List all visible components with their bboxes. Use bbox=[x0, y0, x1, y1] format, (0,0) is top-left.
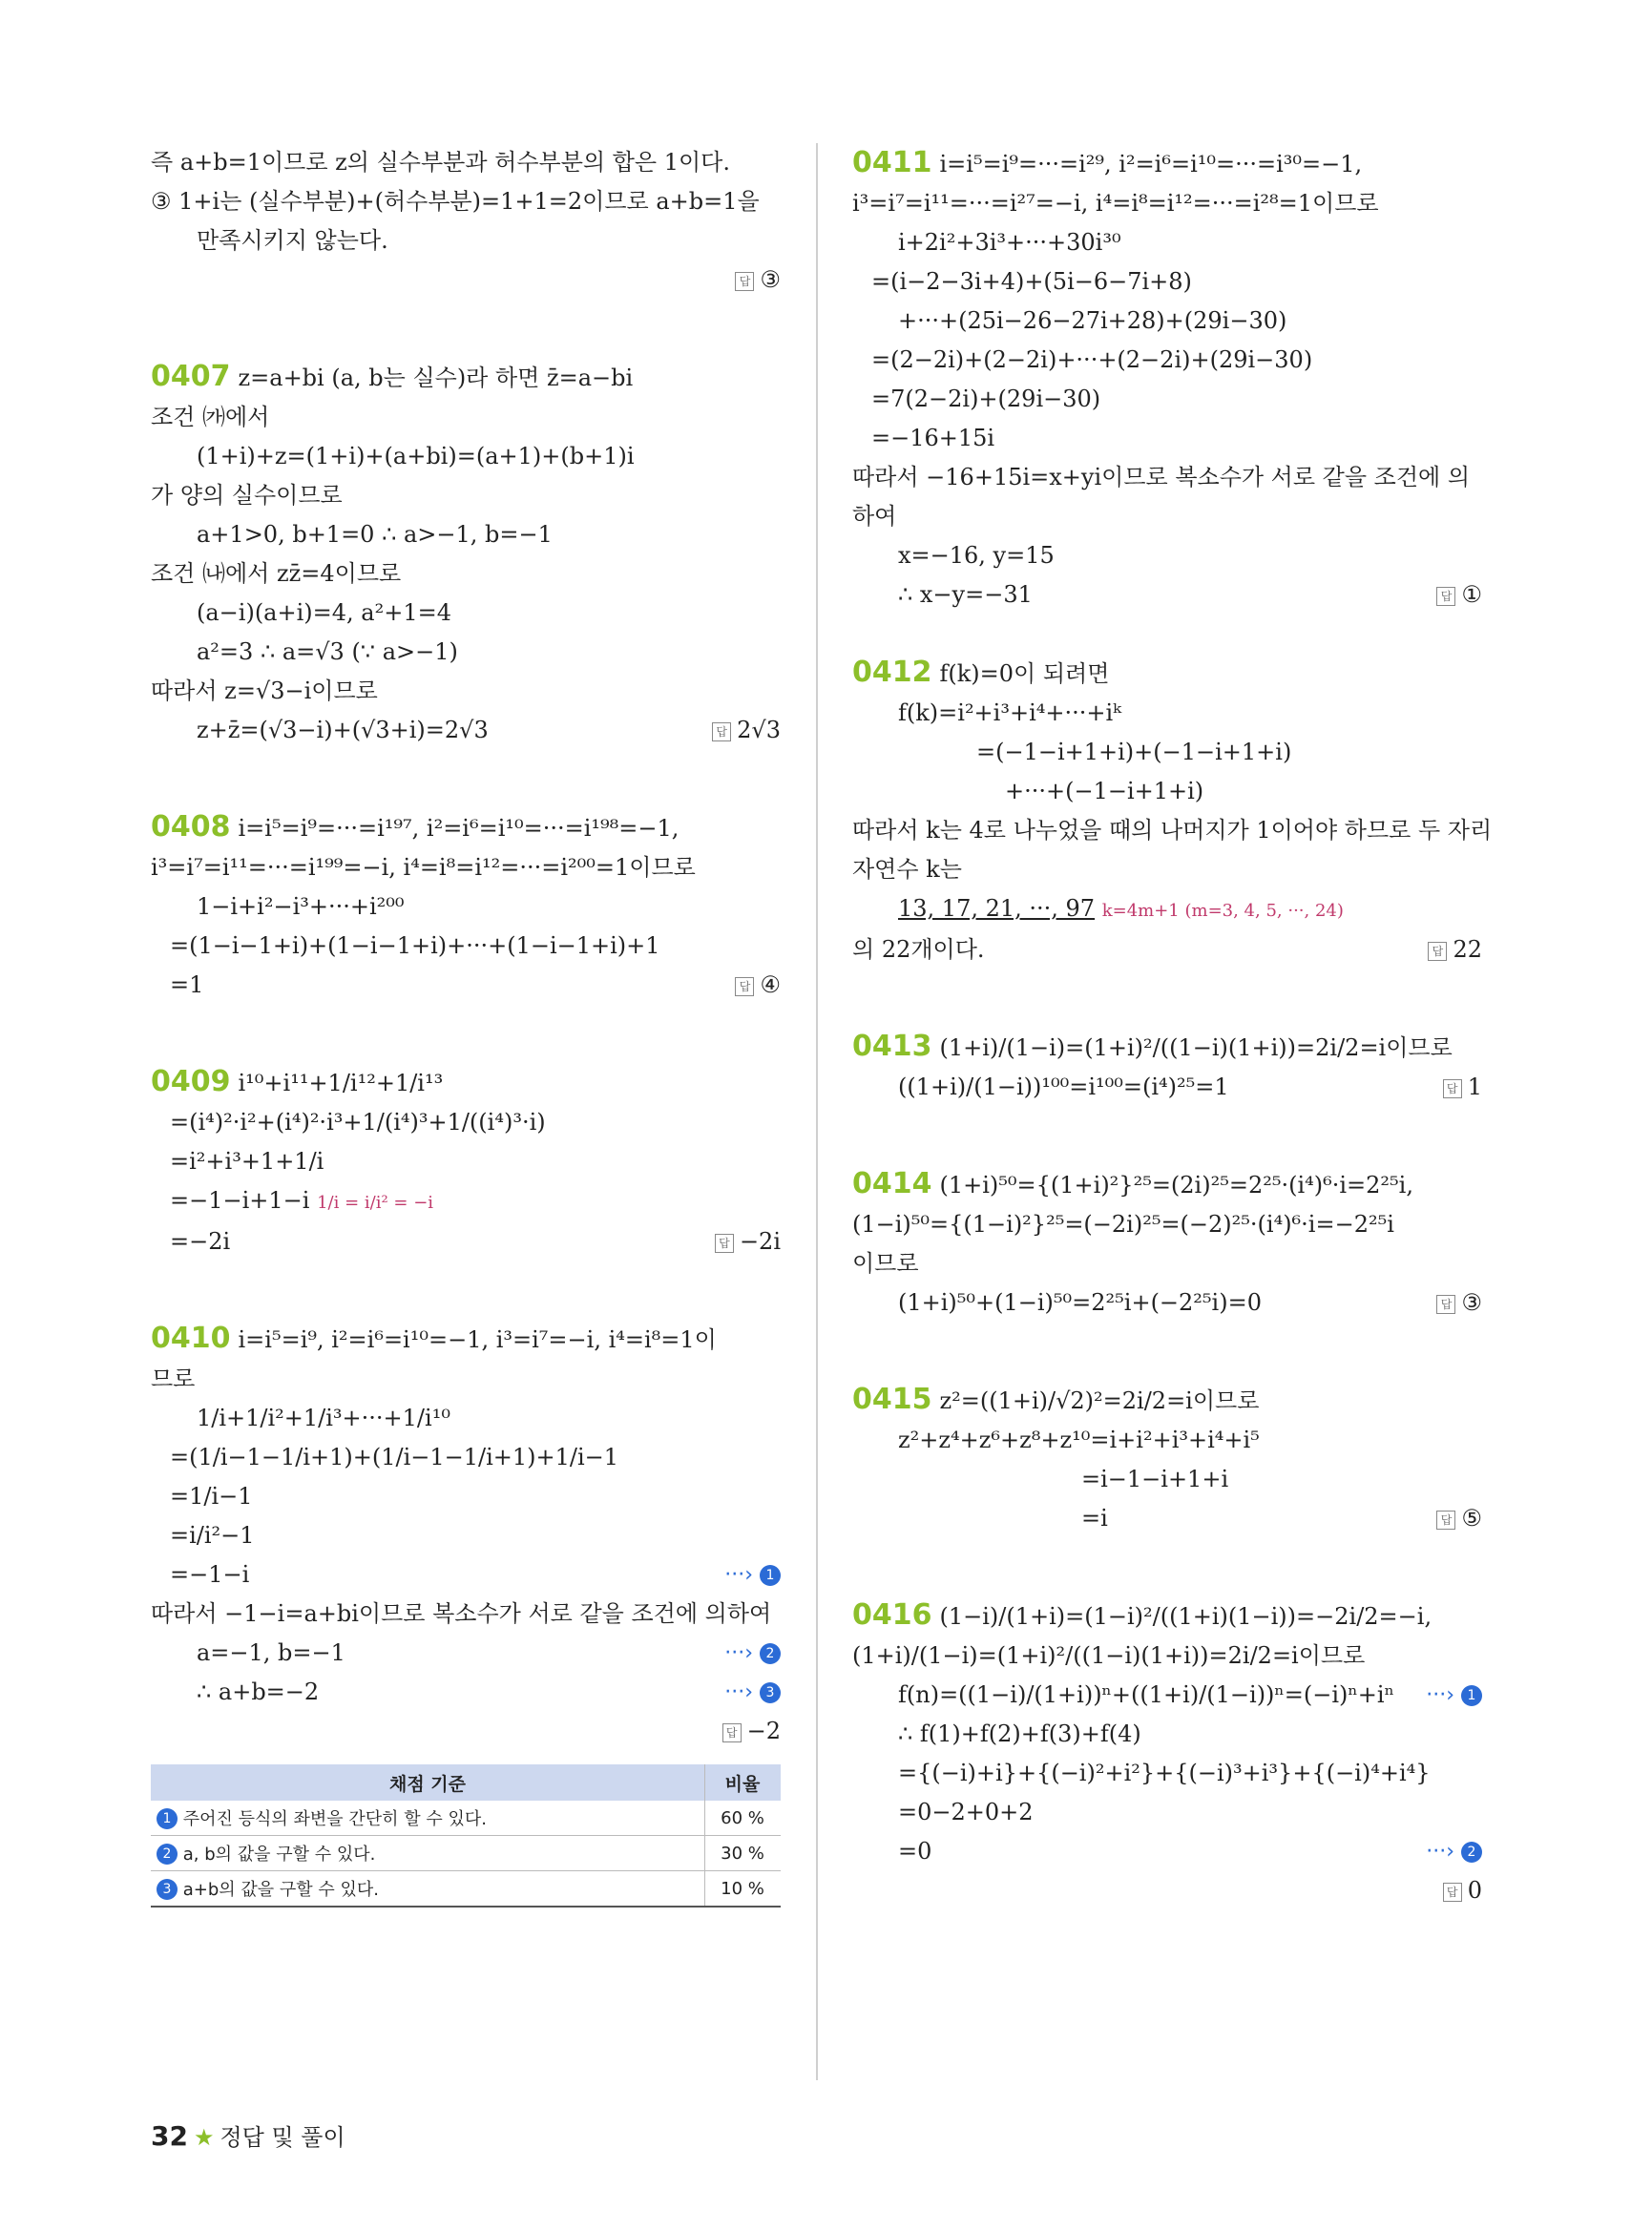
step-number: 3 bbox=[157, 1879, 178, 1900]
answer bbox=[1428, 930, 1482, 970]
text-line: i³=i⁷=i¹¹=···=i¹⁹⁹=−i, i⁴=i⁸=i¹²=···=i²⁰⁰=1이므로 bbox=[151, 854, 696, 881]
answer-value: 2√3 bbox=[737, 717, 781, 743]
step-number: 3 bbox=[760, 1682, 781, 1703]
problem-header bbox=[852, 1595, 1482, 1637]
text-line: ∴ x−y=−31 bbox=[898, 581, 1033, 608]
text-line: i³=i⁷=i¹¹=···=i²⁷=−i, i⁴=i⁸=i¹²=···=i²⁸=1이므로 bbox=[852, 190, 1379, 217]
problem-0409 bbox=[151, 1062, 781, 1261]
problem-number: 0410 bbox=[151, 1322, 231, 1355]
continued-solution bbox=[151, 143, 781, 300]
text-line: =0 bbox=[898, 1838, 932, 1865]
text-line: 따라서 −16+15i=x+yi이므로 복소수가 서로 같을 조건에 의 bbox=[852, 464, 1471, 490]
text-line: ={(−i)+i}+{(−i)²+i²}+{(−i)³+i³}+{(−i)⁴+i⁴} bbox=[898, 1760, 1431, 1786]
text-line: 즉 a+b=1이므로 z의 실수부분과 허수부분의 합은 1이다. bbox=[151, 149, 730, 176]
text-line: =(1−i−1+i)+(1−i−1+i)+···+(1−i−1+i)+1 bbox=[170, 932, 660, 959]
text-line: ∴ f(1)+f(2)+f(3)+f(4) bbox=[898, 1720, 1141, 1747]
step-marker-1 bbox=[724, 1555, 781, 1595]
problem-header bbox=[852, 1380, 1482, 1421]
step-arrow: ···› bbox=[1426, 1683, 1454, 1707]
table-cell: 10 % bbox=[705, 1871, 782, 1908]
step-number: 1 bbox=[157, 1808, 178, 1829]
answer-box-icon: 답 bbox=[1436, 1511, 1455, 1530]
criterion-text: a, b의 값을 구할 수 있다. bbox=[182, 1845, 376, 1865]
text-line: i=i⁵=i⁹=···=i¹⁹⁷, i²=i⁶=i¹⁰=···=i¹⁹⁸=−1, bbox=[238, 815, 680, 842]
text-line: =i²+i³+1+1/i bbox=[170, 1148, 324, 1175]
text-line: i¹⁰+i¹¹+1/i¹²+1/i¹³ bbox=[238, 1070, 444, 1096]
answer-line bbox=[852, 1068, 1482, 1107]
text-line: z=a+bi (a, b는 실수)라 하면 z̄=a−bi bbox=[238, 365, 634, 391]
text-line: 따라서 k는 4로 나누었을 때의 나머지가 1이어야 하므로 두 자리 bbox=[852, 817, 1493, 844]
text-line: f(n)=((1−i)/(1+i))ⁿ+((1+i)/(1−i))ⁿ=(−i)ⁿ+iⁿ bbox=[898, 1681, 1394, 1708]
text-line: (1+i)⁵⁰={(1+i)²}²⁵=(2i)²⁵=2²⁵·(i⁴)⁶·i=2²⁵i, bbox=[939, 1172, 1413, 1199]
text-line: (1−i)/(1+i)=(1−i)²/((1+i)(1−i))=−2i/2=−i, bbox=[939, 1603, 1432, 1630]
answer-line bbox=[151, 1712, 781, 1751]
step-line bbox=[151, 1673, 781, 1712]
text-line: =(i⁴)²·i²+(i⁴)²·i³+1/(i⁴)³+1/((i⁴)³·i) bbox=[170, 1109, 546, 1136]
table-cell bbox=[151, 1871, 705, 1908]
answer-value: ④ bbox=[760, 971, 781, 998]
side-note: k=4m+1 (m=3, 4, 5, ···, 24) bbox=[1101, 901, 1344, 921]
problem-header bbox=[852, 143, 1482, 184]
answer-line bbox=[852, 1871, 1482, 1910]
answer bbox=[1443, 1871, 1482, 1910]
problem-0411 bbox=[852, 143, 1482, 615]
answer-line bbox=[852, 1499, 1482, 1538]
answer-box-icon: 답 bbox=[1428, 942, 1447, 961]
text-line: 가 양의 실수이므로 bbox=[151, 482, 343, 509]
answer-box-icon: 답 bbox=[722, 1723, 742, 1742]
answer-box-icon: 답 bbox=[712, 722, 731, 741]
step-number: 1 bbox=[1461, 1685, 1482, 1706]
step-marker-2 bbox=[724, 1634, 781, 1673]
step-number: 2 bbox=[1461, 1842, 1482, 1863]
answer-box-icon: 답 bbox=[1443, 1079, 1462, 1098]
text-line: =7(2−2i)+(29i−30) bbox=[871, 386, 1101, 412]
text-line bbox=[852, 889, 1482, 930]
text-line: 자연수 k는 bbox=[852, 856, 962, 883]
problem-0410 bbox=[151, 1319, 781, 1908]
step-marker-1 bbox=[1426, 1676, 1482, 1715]
answer-box-icon: 답 bbox=[735, 977, 754, 996]
text-line: 므로 bbox=[151, 1366, 196, 1392]
left-column bbox=[151, 143, 781, 1908]
text-line: a+1>0, b+1=0 ∴ a>−1, b=−1 bbox=[197, 521, 553, 548]
answer bbox=[1443, 1068, 1482, 1107]
answer-value: −2i bbox=[739, 1228, 781, 1255]
text-line: 1−i+i²−i³+···+i²⁰⁰ bbox=[197, 893, 405, 920]
text-line: =(−1−i+1+i)+(−1−i+1+i) bbox=[976, 739, 1292, 765]
problem-number: 0412 bbox=[852, 656, 932, 689]
text-line: =−16+15i bbox=[871, 425, 995, 451]
expression: =−1−i+1−i bbox=[170, 1187, 310, 1214]
answer bbox=[712, 711, 781, 750]
answer-value: ③ bbox=[1461, 1289, 1482, 1316]
answer-line bbox=[151, 711, 781, 750]
criterion-text: 주어진 등식의 좌변을 간단히 할 수 있다. bbox=[182, 1809, 487, 1829]
table-cell: 60 % bbox=[705, 1801, 782, 1836]
answer-value: ③ bbox=[760, 266, 781, 293]
problem-number: 0411 bbox=[852, 146, 932, 179]
text-line: (1+i)+z=(1+i)+(a+bi)=(a+1)+(b+1)i bbox=[197, 443, 635, 469]
problem-number: 0407 bbox=[151, 360, 231, 393]
step-arrow: ···› bbox=[724, 1641, 753, 1665]
text-line bbox=[151, 1181, 781, 1222]
answer-box-icon: 답 bbox=[1436, 1295, 1455, 1314]
answer bbox=[715, 1222, 781, 1261]
answer bbox=[735, 966, 781, 1005]
answer-value: 1 bbox=[1467, 1074, 1482, 1100]
answer bbox=[1436, 575, 1482, 615]
answer bbox=[735, 261, 781, 300]
problem-header bbox=[151, 807, 781, 848]
table-row bbox=[151, 1801, 781, 1836]
text-line: =i−1−i+1+i bbox=[1081, 1466, 1229, 1492]
text-line: =−1−i bbox=[170, 1561, 250, 1588]
text-line: (1+i)⁵⁰+(1−i)⁵⁰=2²⁵i+(−2²⁵i)=0 bbox=[898, 1289, 1262, 1316]
answer bbox=[1436, 1499, 1482, 1538]
answer-line bbox=[151, 1222, 781, 1261]
step-number: 1 bbox=[760, 1565, 781, 1586]
answer bbox=[722, 1712, 781, 1751]
answer-box-icon: 답 bbox=[715, 1234, 734, 1253]
text-line: =−2i bbox=[170, 1228, 231, 1255]
answer-line bbox=[852, 1283, 1482, 1323]
step-marker-3 bbox=[724, 1673, 781, 1712]
text-line: z+z̄=(√3−i)+(√3+i)=2√3 bbox=[197, 717, 489, 743]
problem-header bbox=[151, 1319, 781, 1360]
text-line: 의 22개이다. bbox=[852, 936, 985, 963]
text-line: z²+z⁴+z⁶+z⁸+z¹⁰=i+i²+i³+i⁴+i⁵ bbox=[898, 1427, 1260, 1453]
text-line: (1−i)⁵⁰={(1−i)²}²⁵=(−2i)²⁵=(−2)²⁵·(i⁴)⁶·i=−2²⁵i bbox=[852, 1211, 1394, 1238]
text-line: =(2−2i)+(2−2i)+···+(2−2i)+(29i−30) bbox=[871, 346, 1313, 373]
text-line: +···+(−1−i+1+i) bbox=[1005, 778, 1204, 804]
text-line: =1 bbox=[170, 971, 204, 998]
text-line: 만족시키지 않는다. bbox=[197, 227, 388, 254]
answer-value: ① bbox=[1461, 581, 1482, 608]
text-line: 조건 ㈎에서 bbox=[151, 404, 270, 430]
text-line: f(k)=0이 되려면 bbox=[939, 660, 1110, 687]
answer-box-icon: 답 bbox=[1443, 1883, 1462, 1902]
problem-0412 bbox=[852, 653, 1493, 970]
step-line bbox=[852, 1676, 1482, 1715]
side-note: 1/i = i/i² = −i bbox=[317, 1193, 434, 1213]
text-line: 이므로 bbox=[852, 1250, 919, 1277]
problem-header bbox=[852, 1027, 1482, 1068]
right-column bbox=[852, 143, 1493, 1910]
text-line: =(i−2−3i+4)+(5i−6−7i+8) bbox=[871, 268, 1192, 295]
text-line: i=i⁵=i⁹, i²=i⁶=i¹⁰=−1, i³=i⁷=−i, i⁴=i⁸=1이 bbox=[238, 1326, 717, 1353]
problem-0407 bbox=[151, 357, 781, 750]
text-line: ((1+i)/(1−i))¹⁰⁰=i¹⁰⁰=(i⁴)²⁵=1 bbox=[898, 1074, 1229, 1100]
answer-value: 0 bbox=[1467, 1877, 1482, 1904]
text-line: =0−2+0+2 bbox=[898, 1799, 1034, 1825]
answer-line bbox=[151, 261, 781, 300]
text-line: =1/i−1 bbox=[170, 1483, 253, 1510]
problem-number: 0409 bbox=[151, 1065, 231, 1098]
table-row bbox=[151, 1836, 781, 1871]
table-cell: 30 % bbox=[705, 1836, 782, 1871]
text-line: 따라서 −1−i=a+bi이므로 복소수가 서로 같을 조건에 의하여 bbox=[151, 1600, 772, 1627]
text-line: 하여 bbox=[852, 503, 897, 530]
step-number: 2 bbox=[760, 1643, 781, 1664]
text-line: f(k)=i²+i³+i⁴+···+iᵏ bbox=[898, 699, 1121, 726]
answer-box-icon: 답 bbox=[735, 272, 754, 291]
answer-value: −2 bbox=[746, 1718, 781, 1744]
problem-0408 bbox=[151, 807, 781, 1005]
table-row bbox=[151, 1871, 781, 1908]
text-line: 1/i+1/i²+1/i³+···+1/i¹⁰ bbox=[197, 1405, 450, 1431]
column-divider bbox=[816, 143, 818, 2080]
text-line: 따라서 z=√3−i이므로 bbox=[151, 678, 378, 704]
answer bbox=[1436, 1283, 1482, 1323]
criterion-text: a+b의 값을 구할 수 있다. bbox=[182, 1880, 379, 1900]
text-line: ∴ a+b=−2 bbox=[197, 1678, 320, 1705]
answer-line bbox=[852, 575, 1482, 615]
table-header: 채점 기준 bbox=[151, 1764, 705, 1801]
problem-header bbox=[151, 357, 781, 398]
answer-value: ⑤ bbox=[1461, 1505, 1482, 1532]
text-line: (1+i)/(1−i)=(1+i)²/((1−i)(1+i))=2i/2=i이므로 bbox=[939, 1034, 1453, 1061]
text-line: =i/i²−1 bbox=[170, 1522, 255, 1549]
page-number: 32 bbox=[151, 2120, 188, 2152]
table-header-row bbox=[151, 1764, 781, 1801]
page-footer bbox=[151, 2118, 345, 2152]
sequence: 13, 17, 21, ···, 97 bbox=[898, 895, 1096, 922]
text-line: ③ 1+i는 (실수부분)+(허수부분)=1+1=2이므로 a+b=1을 bbox=[151, 188, 760, 215]
text-line: (a−i)(a+i)=4, a²+1=4 bbox=[197, 599, 451, 626]
table-cell bbox=[151, 1836, 705, 1871]
scoring-table bbox=[151, 1764, 781, 1908]
text-line: =i bbox=[1081, 1505, 1108, 1532]
step-arrow: ···› bbox=[724, 1680, 753, 1704]
problem-header bbox=[852, 1164, 1482, 1205]
text-line: +···+(25i−26−27i+28)+(29i−30) bbox=[898, 307, 1287, 334]
table-header: 비율 bbox=[705, 1764, 782, 1801]
step-line bbox=[151, 1634, 781, 1673]
problem-0414 bbox=[852, 1164, 1482, 1323]
text-line: =(1/i−1−1/i+1)+(1/i−1−1/i+1)+1/i−1 bbox=[170, 1444, 619, 1470]
problem-header bbox=[151, 1062, 781, 1103]
text-line: a=−1, b=−1 bbox=[197, 1639, 345, 1666]
problem-0416 bbox=[852, 1595, 1482, 1910]
text-line: z²=((1+i)/√2)²=2i/2=i이므로 bbox=[939, 1387, 1260, 1414]
problem-number: 0416 bbox=[852, 1598, 932, 1632]
step-marker-2 bbox=[1426, 1832, 1482, 1871]
problem-number: 0415 bbox=[852, 1383, 932, 1416]
step-line bbox=[151, 1555, 781, 1595]
footer-title: 정답 및 풀이 bbox=[220, 2124, 345, 2151]
problem-number: 0414 bbox=[852, 1167, 932, 1200]
text-line: i=i⁵=i⁹=···=i²⁹, i²=i⁶=i¹⁰=···=i³⁰=−1, bbox=[939, 151, 1363, 177]
problem-number: 0413 bbox=[852, 1030, 932, 1063]
answer-line bbox=[151, 966, 781, 1005]
table-cell bbox=[151, 1801, 705, 1836]
text-line: (1+i)/(1−i)=(1+i)²/((1−i)(1+i))=2i/2=i이므로 bbox=[852, 1642, 1366, 1669]
problem-0413 bbox=[852, 1027, 1482, 1107]
problem-number: 0408 bbox=[151, 810, 231, 844]
step-number: 2 bbox=[157, 1844, 178, 1865]
problem-0415 bbox=[852, 1380, 1482, 1538]
text-line: x=−16, y=15 bbox=[898, 542, 1055, 569]
problem-header bbox=[852, 653, 1482, 694]
text-line: i+2i²+3i³+···+30i³⁰ bbox=[898, 229, 1121, 256]
answer-box-icon: 답 bbox=[1436, 587, 1455, 606]
text-line: 조건 ㈏에서 zz̄=4이므로 bbox=[151, 560, 402, 587]
step-arrow: ···› bbox=[1426, 1840, 1454, 1864]
step-arrow: ···› bbox=[724, 1563, 753, 1587]
star-icon: ★ bbox=[193, 2124, 215, 2151]
step-line bbox=[852, 1832, 1482, 1871]
answer-value: 22 bbox=[1453, 936, 1482, 963]
text-line: a²=3 ∴ a=√3 (∵ a>−1) bbox=[197, 638, 458, 665]
answer-line bbox=[852, 930, 1482, 970]
